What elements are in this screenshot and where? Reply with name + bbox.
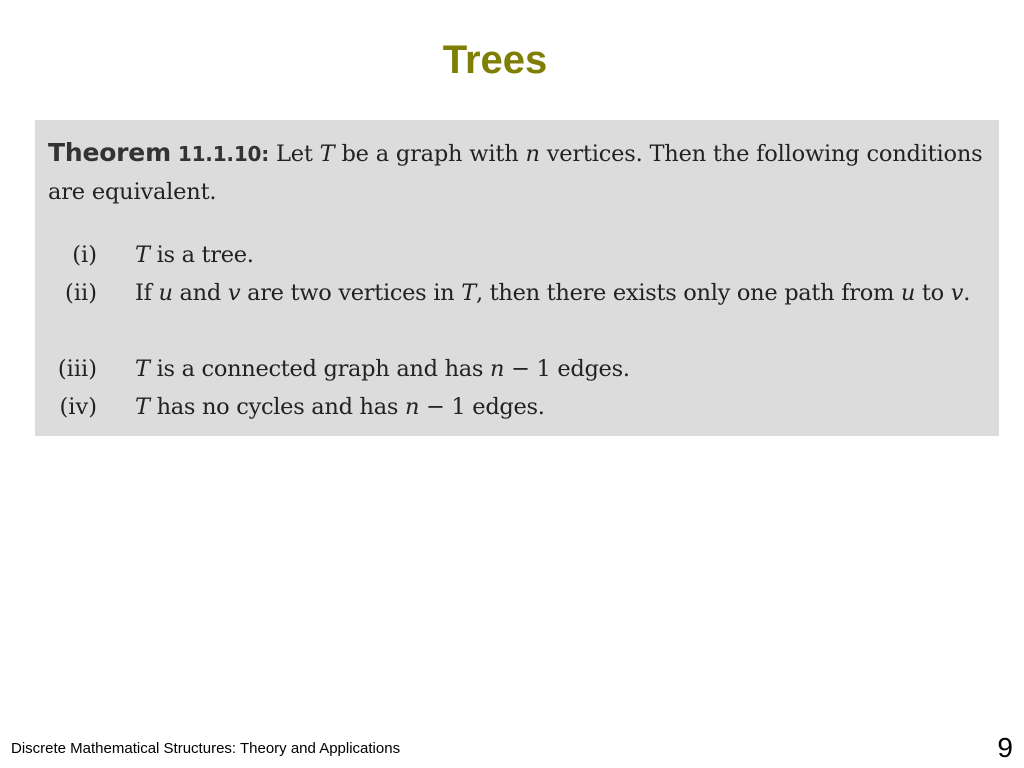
- condition-label: (i): [72, 242, 97, 268]
- page-number: 9: [997, 732, 1013, 763]
- theorem-box: [35, 120, 999, 436]
- condition-label: (iii): [57, 356, 97, 382]
- footer-course-title: Discrete Mathematical Structures: Theory and Applications: [11, 740, 401, 757]
- condition-text: T is a connected graph and has n − 1 edges.: [135, 356, 630, 382]
- theorem-number: 11.1.10:: [177, 142, 270, 166]
- theorem-keyword: Theorem: [48, 138, 171, 167]
- variable-t: T: [319, 141, 335, 167]
- statement-text: Let: [276, 141, 313, 167]
- statement-text: be a graph with: [341, 141, 519, 167]
- variable-n: n: [525, 141, 540, 167]
- condition-text: If u and v are two vertices in T, then there exists only one path from u to v.: [135, 280, 971, 306]
- condition-text: T has no cycles and has n − 1 edges.: [135, 394, 545, 420]
- condition-label: (iv): [59, 394, 97, 420]
- condition-label: (ii): [65, 280, 97, 306]
- condition-text: T is a tree.: [135, 242, 254, 268]
- slide-title: Trees: [442, 38, 548, 82]
- theorem-statement: [48, 134, 993, 211]
- statement-text: vertices. Then the following conditions are equivalent.: [48, 141, 983, 205]
